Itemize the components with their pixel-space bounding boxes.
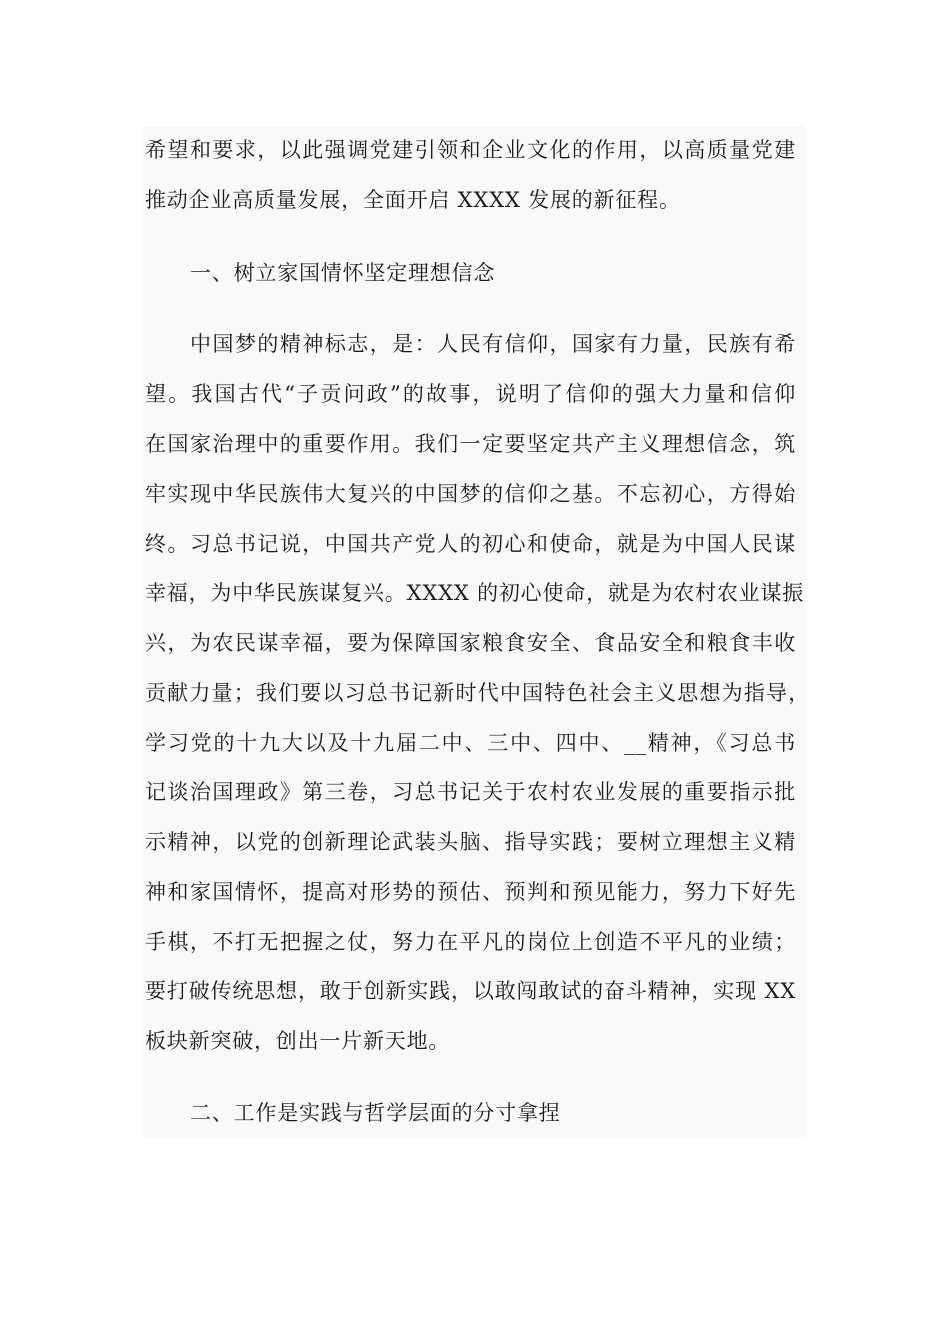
paragraph-line: 记谈治国理政》第三卷，习总书记关于农村农业发展的重要指示批 (145, 780, 796, 804)
paragraph-line: 学习党的十九大以及十九届二中、三中、四中、__精神，《习总书 (145, 731, 796, 755)
paragraph-line: 推动企业高质量发展，全面开启 XXXX 发展的新征程。 (145, 188, 681, 212)
paragraph-line: 幸福，为中华民族谋复兴。XXXX 的初心使命，就是为农村农业谋振 (145, 581, 805, 605)
paragraph-line: 望。我国古代“子贡问政”的故事，说明了信仰的强大力量和信仰 (145, 382, 796, 406)
paragraph-line: 贡献力量；我们要以习总书记新时代中国特色社会主义思想为指导， (145, 681, 810, 705)
section-heading-2: 二、工作是实践与哲学层面的分寸拿捏 (190, 1101, 561, 1125)
paragraph-line: 要打破传统思想，敢于创新实践，以敢闯敢试的奋斗精神，实现 XX (145, 979, 796, 1003)
paragraph-line: 手棋，不打无把握之仗，努力在平凡的岗位上创造不平凡的业绩； (145, 930, 796, 954)
paragraph-line: 在国家治理中的重要作用。我们一定要坚定共产主义理想信念，筑 (145, 432, 796, 456)
paragraph-line: 终。习总书记说，中国共产党人的初心和使命，就是为中国人民谋 (145, 532, 796, 556)
section-heading-1: 一、树立家国情怀坚定理想信念 (190, 261, 496, 285)
paragraph-line: 希望和要求，以此强调党建引领和企业文化的作用，以高质量党建 (145, 138, 796, 162)
paragraph-line: 兴，为农民谋幸福，要为保障国家粮食安全、食品安全和粮食丰收 (145, 631, 796, 655)
paragraph-line: 中国梦的精神标志，是：人民有信仰，国家有力量，民族有希 (190, 332, 796, 356)
paragraph-line: 示精神，以党的创新理论武装头脑、指导实践；要树立理想主义精 (145, 830, 796, 854)
paragraph-line: 牢实现中华民族伟大复兴的中国梦的信仰之基。不忘初心，方得始 (145, 482, 796, 506)
paragraph-line: 板块新突破，创出一片新天地。 (145, 1029, 451, 1053)
paragraph-line: 神和家国情怀，提高对形势的预估、预判和预见能力，努力下好先 (145, 880, 796, 904)
